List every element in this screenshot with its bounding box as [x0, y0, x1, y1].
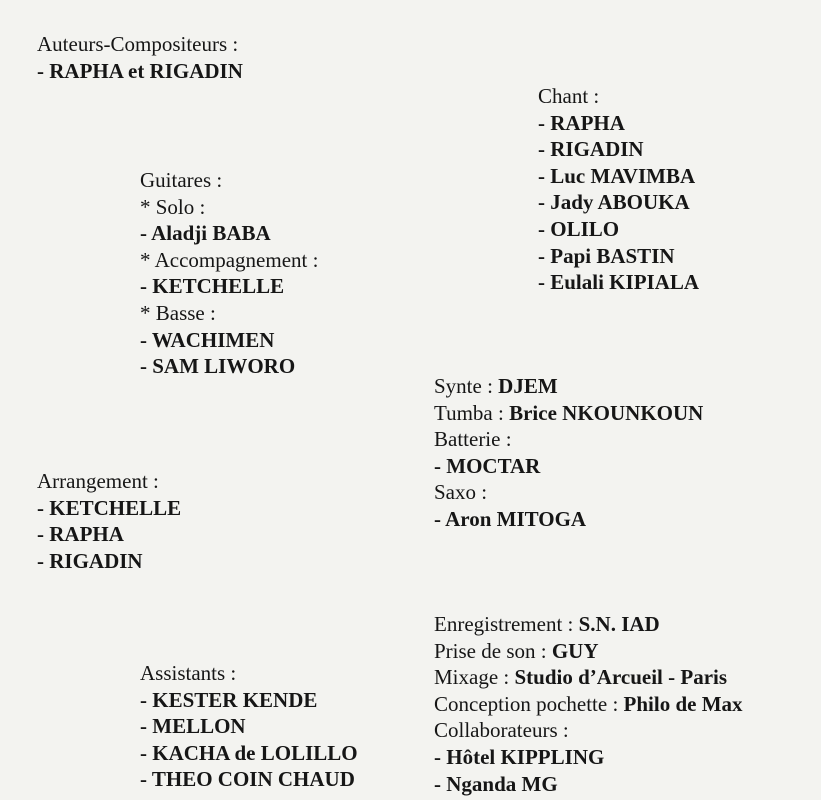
- sleeve-line: [434, 691, 743, 718]
- chant-name: - Eulali KIPIALA: [538, 270, 700, 295]
- bass-name: - SAM LIWORO: [140, 354, 296, 379]
- chant-name: - OLILO: [538, 216, 620, 241]
- assistants-section: [140, 660, 358, 793]
- solo-name: - Aladji BABA: [140, 221, 271, 246]
- guitars-section: [140, 167, 318, 380]
- guitars-heading: Guitares :: [140, 168, 223, 192]
- arrangement-name: - RAPHA: [37, 522, 124, 547]
- arrangement-heading: Arrangement :: [37, 469, 159, 493]
- assistant-name: - KACHA de LOLILLO: [140, 740, 358, 765]
- chant-heading: Chant :: [538, 84, 600, 108]
- collab-label: Collaborateurs :: [434, 718, 569, 743]
- synte-label: Synte :: [434, 374, 499, 398]
- sound-value: GUY: [551, 638, 599, 663]
- tumba-value: Brice NKOUNKOUN: [509, 400, 704, 425]
- bass-name: - WACHIMEN: [140, 327, 275, 352]
- recording-line: [434, 611, 743, 638]
- arrangement-name: - RIGADIN: [37, 548, 143, 573]
- mix-label: Mixage :: [434, 665, 515, 690]
- synte-value: DJEM: [498, 374, 558, 398]
- authors-name: - RAPHA et RIGADIN: [37, 58, 243, 83]
- collab-name: - Nganda MG: [434, 771, 558, 796]
- recording-value: S.N. IAD: [578, 612, 660, 636]
- chant-section: [538, 83, 699, 296]
- solo-label: * Solo :: [140, 194, 206, 219]
- chant-name: - Papi BASTIN: [538, 243, 675, 268]
- sound-line: [434, 638, 743, 665]
- chant-name: - RIGADIN: [538, 137, 644, 162]
- assistant-name: - KESTER KENDE: [140, 687, 318, 712]
- arrangement-section: [37, 468, 181, 574]
- sax-label: Saxo :: [434, 480, 488, 505]
- authors-section: [37, 31, 243, 84]
- accompagnement-label: * Accompagnement :: [140, 247, 319, 272]
- bass-label: * Basse :: [140, 300, 216, 325]
- recording-label: Enregistrement :: [434, 612, 579, 636]
- drums-label: Batterie :: [434, 427, 512, 452]
- instruments-section: [434, 373, 703, 533]
- sleeve-value: Philo de Max: [623, 691, 743, 716]
- synte-line: [434, 373, 703, 400]
- assistant-name: - THEO COIN CHAUD: [140, 767, 355, 792]
- assistant-name: - MELLON: [140, 714, 246, 739]
- mix-value: Studio d’Arcueil - Paris: [514, 665, 728, 690]
- collab-name: - Hôtel KIPPLING: [434, 744, 605, 769]
- accompagnement-name: - KETCHELLE: [140, 274, 285, 299]
- chant-name: - RAPHA: [538, 110, 625, 135]
- chant-name: - Luc MAVIMBA: [538, 163, 696, 188]
- tumba-label: Tumba :: [434, 400, 510, 425]
- tumba-line: [434, 400, 703, 427]
- production-section: [434, 611, 743, 797]
- authors-heading: Auteurs-Compositeurs :: [37, 32, 239, 56]
- chant-name: - Jady ABOUKA: [538, 190, 690, 215]
- arrangement-name: - KETCHELLE: [37, 495, 182, 520]
- sleeve-label: Conception pochette :: [434, 691, 624, 716]
- sound-label: Prise de son :: [434, 638, 552, 663]
- mix-line: [434, 664, 743, 691]
- drums-name: - MOCTAR: [434, 453, 541, 478]
- assistants-heading: Assistants :: [140, 661, 237, 685]
- sax-name: - Aron MITOGA: [434, 506, 587, 531]
